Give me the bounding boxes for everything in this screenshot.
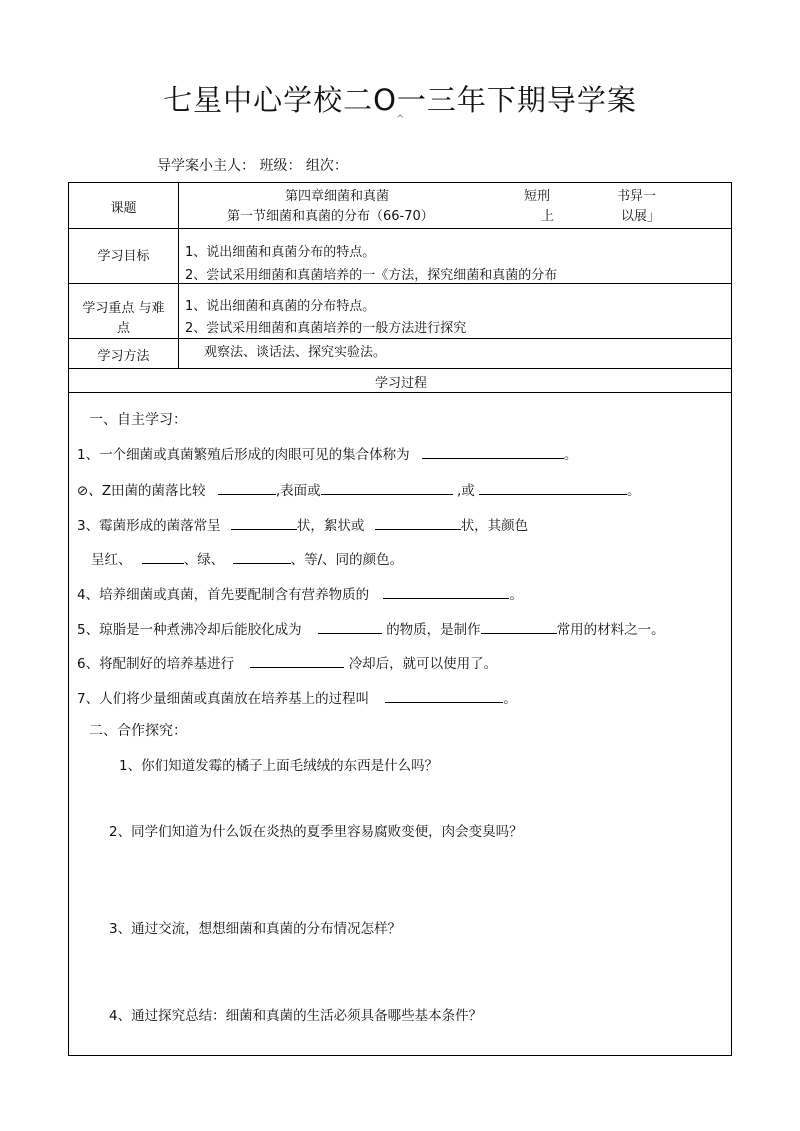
- owner-line: 导学案小主人： 班级： 组次：: [157, 158, 348, 174]
- row-divider: [69, 392, 731, 393]
- topic-label: 课题: [110, 201, 137, 216]
- key-label: 学习重点 与难: [82, 301, 165, 316]
- discussion-question-1: 1、你们知道发霉的橘子上面毛绒绒的东西是什么吗？: [119, 758, 439, 774]
- short-value: 上: [541, 209, 555, 224]
- question-5: 5、琼脂是一种煮沸冷却后能胶化成为 的物质，是制作 常用的材料之一。: [77, 622, 665, 638]
- discussion-question-3: 3、通过交流，想想细菌和真菌的分布情况怎样？: [109, 921, 402, 937]
- question-1: 1、一个细菌或真菌繁殖后形成的肉眼可见的集合体称为 。: [77, 447, 578, 463]
- goal-item: 2、尝试采用细菌和真菌培养的一《方法，探究细菌和真菌的分布: [185, 268, 558, 283]
- discussion-question-2: 2、同学们知道为什么饭在炎热的夏季里容易腐败变便，肉会变臭吗？: [109, 824, 523, 840]
- book-label: 书舁一: [617, 189, 657, 204]
- process-heading: 学习过程: [374, 376, 427, 391]
- page-title: 七星中心学校二O一三年下期导学案: [163, 83, 637, 117]
- key-item: 2、尝试采用细菌和真菌培养的一般方法进行探究: [185, 321, 467, 336]
- row-divider: [69, 228, 731, 229]
- study-table: [68, 182, 732, 1056]
- row-divider: [69, 368, 731, 369]
- answer-blank[interactable]: [422, 446, 564, 459]
- answer-blank[interactable]: [375, 517, 461, 530]
- caret-mark: ^: [396, 114, 405, 125]
- row-divider: [69, 283, 731, 284]
- section-title: 第一节细菌和真菌的分布（66-70）: [227, 209, 434, 224]
- book-value: 以展」: [621, 209, 661, 224]
- answer-blank[interactable]: [318, 621, 382, 634]
- key-label-cont: 点: [116, 321, 130, 336]
- method-label: 学习方法: [97, 349, 150, 364]
- question-3: 3、霉菌形成的菌落常呈 状，絮状或 状，其颜色: [77, 518, 529, 534]
- answer-blank[interactable]: [218, 482, 276, 495]
- key-item: 1、说出细菌和真菌的分布特点。: [185, 299, 376, 314]
- short-label: 短刑: [524, 189, 551, 204]
- answer-blank[interactable]: [383, 586, 509, 599]
- answer-blank[interactable]: [142, 551, 184, 564]
- cooperate-heading: 二、合作探究：: [89, 723, 187, 739]
- answer-blank[interactable]: [481, 621, 557, 634]
- answer-blank[interactable]: [233, 551, 291, 564]
- answer-blank[interactable]: [479, 482, 627, 495]
- self-study-heading: 一、自主学习：: [89, 412, 187, 428]
- chapter-title: 第四章细菌和真菌: [285, 189, 390, 204]
- discussion-question-4: 4、通过探究总结：细菌和真菌的生活必须具备哪些基本条件？: [109, 1008, 483, 1024]
- method-text: 观察法、谈话法、探究实验法。: [204, 345, 387, 360]
- answer-blank[interactable]: [231, 517, 297, 530]
- column-divider: [178, 183, 179, 368]
- question-4: 4、培养细菌或真菌，首先要配制含有营养物质的 。: [77, 587, 523, 603]
- answer-blank[interactable]: [321, 482, 453, 495]
- goal-item: 1、说出细菌和真菌分布的特点。: [185, 245, 376, 260]
- answer-blank[interactable]: [250, 655, 344, 668]
- answer-blank[interactable]: [385, 690, 503, 703]
- question-6: 6、将配制好的培养基进行 冷却后，就可以使用了。: [77, 656, 498, 672]
- question-2: ⊘、Z田菌的菌落比较 ,表面或 ,或 。: [77, 483, 641, 499]
- question-7: 7、人们将少量细菌或真菌放在培养基上的过程叫 。: [77, 691, 517, 707]
- row-divider: [69, 338, 731, 339]
- goal-label: 学习目标: [97, 249, 150, 264]
- question-3-continued: 呈红、 、绿、 、等/、同的颜色。: [91, 552, 404, 568]
